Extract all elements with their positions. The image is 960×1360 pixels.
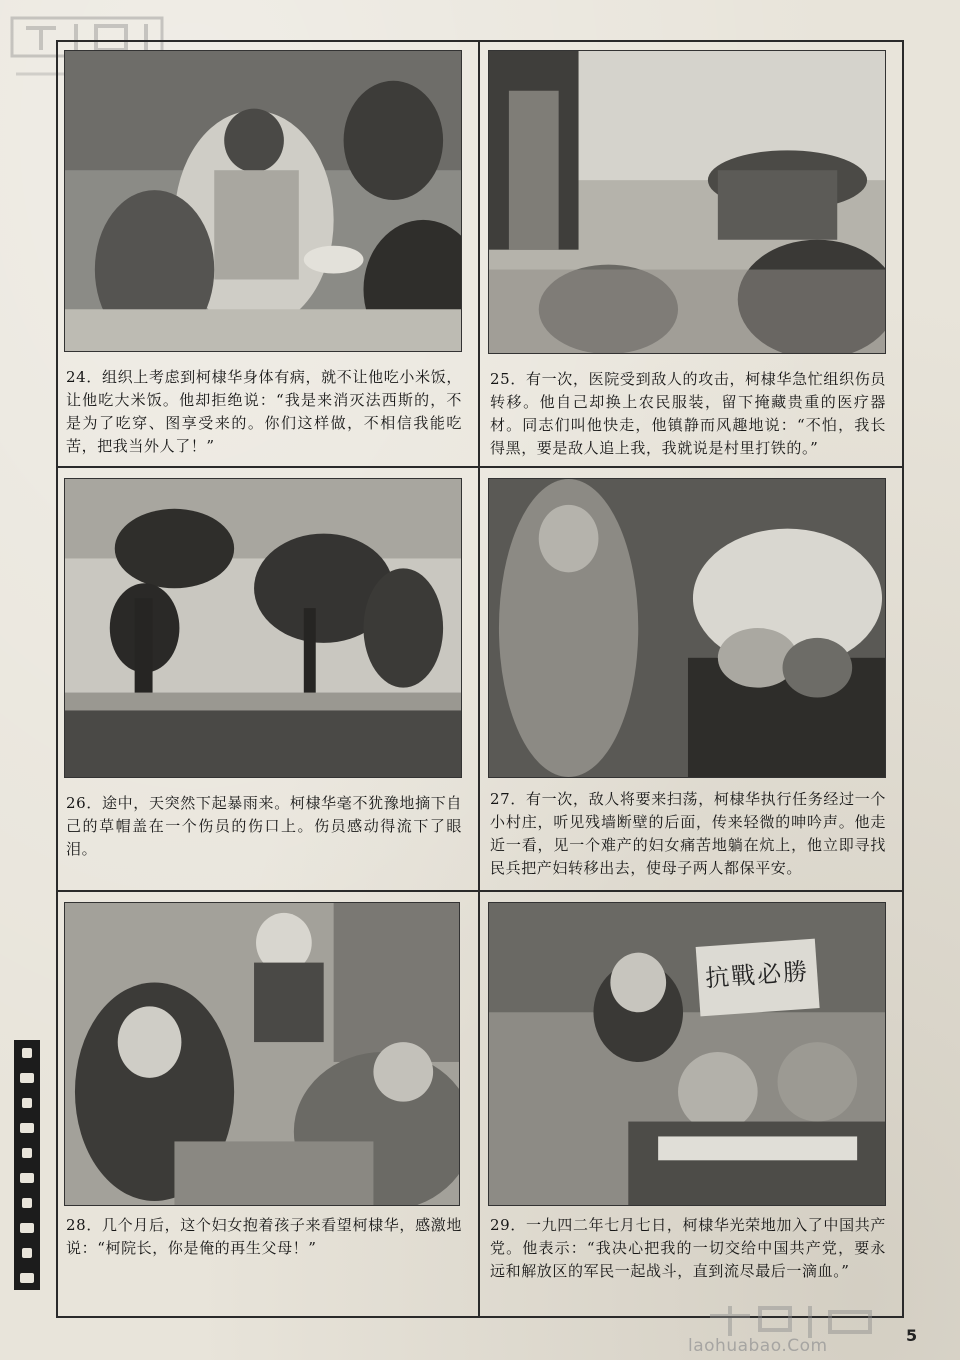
panel-26-illustration <box>64 478 462 778</box>
panel-27-illustration <box>488 478 886 778</box>
panel-29-illustration <box>488 902 886 1206</box>
panel-row-divider-2 <box>56 890 904 892</box>
panel-29-caption: 29．一九四二年七月七日，柯棣华光荣地加入了中国共产党。他表示：“我决心把我的一切交给中国共产党，要永远和解放区的军民一起战斗，直到流尽最后一滴血。” <box>490 1216 886 1280</box>
panel-27-caption: 27．有一次，敌人将要来扫荡，柯棣华执行任务经过一个小村庄，听见残墙断壁的后面，传来轻微的呻吟声。他走近一看，见一个难产的妇女痛苦地躺在炕上，他立即寻找民兵把产妇转移出去，使母子两人都保平安。 <box>490 790 886 877</box>
panel-28-illustration <box>64 902 460 1206</box>
panel-28-caption: 28．几个月后，这个妇女抱着孩子来看望柯棣华，感激地说：“柯院长，你是俺的再生父母！” <box>66 1216 462 1257</box>
panel-26-caption: 26．途中，天突然下起暴雨来。柯棣华毫不犹豫地摘下自己的草帽盖在一个伤员的伤口上。伤员感动得流下了眼泪。 <box>66 794 462 858</box>
page-number: 5 <box>906 1326 918 1345</box>
panel-row-divider-1 <box>56 466 904 468</box>
panel-25-caption: 25．有一次，医院受到敌人的攻击，柯棣华急忙组织伤员转移。他自己却换上农民服装，留下掩藏贵重的医疗器材。同志们叫他快走，他镇静而风趣地说：“不怕，我长得黑，要是敌人追上我，我就说是村里打铁的。” <box>490 370 886 457</box>
wall-slogan: 抗戰必勝 <box>704 957 811 993</box>
panel-24-caption: 24．组织上考虑到柯棣华身体有病，就不让他吃小米饭，让他吃大米饭。他却拒绝说：“我是来消灭法西斯的，不是为了吃穿、图享受来的。你们这样做，不相信我能吃苦，把我当外人了！” <box>66 368 462 455</box>
panel-vertical-divider <box>478 40 480 1318</box>
watermark-url: laohuabao.Com <box>688 1336 828 1356</box>
side-index-tab <box>14 1040 40 1290</box>
panel-24-illustration <box>64 50 462 352</box>
panel-25-illustration <box>488 50 886 354</box>
